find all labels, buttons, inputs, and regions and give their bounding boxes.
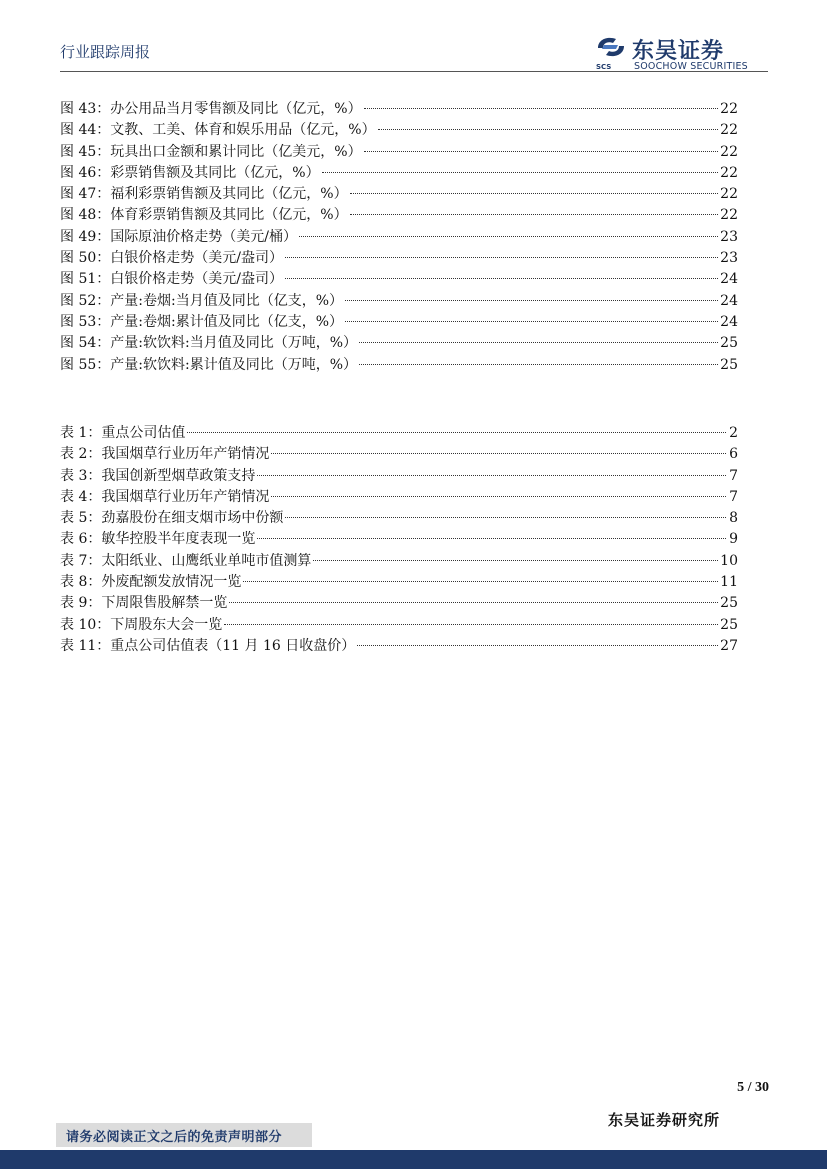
toc-entry-label: 表 2：我国烟草行业历年产销情况 — [60, 446, 270, 463]
dot-leader — [224, 624, 718, 625]
table-toc-entry[interactable] — [60, 466, 738, 487]
toc-entry-page: 7 — [729, 488, 738, 505]
dot-leader — [364, 151, 719, 152]
dot-leader — [322, 172, 719, 173]
toc-entry-label: 表 1：重点公司估值 — [60, 425, 186, 441]
table-toc-entry[interactable] — [60, 444, 738, 465]
toc-entry-label: 表 6：敏华控股半年度表现一览 — [60, 531, 256, 548]
page-number: 5 / 30 — [737, 1080, 769, 1095]
scs-logo-icon — [594, 34, 628, 64]
toc-entry-page: 22 — [720, 143, 738, 160]
toc-entry-label: 图 55：产量:软饮料:累计值及同比（万吨，%） — [60, 356, 357, 373]
table-toc-entry[interactable] — [60, 572, 738, 593]
toc-entry-label: 图 51：白银价格走势（美元/盎司） — [60, 271, 283, 288]
toc-entry-label: 表 8：外废配额发放情况一览 — [60, 574, 242, 591]
dot-leader — [187, 432, 726, 433]
figure-toc-entry[interactable] — [60, 312, 738, 333]
figure-toc-entry[interactable] — [60, 291, 738, 312]
table-toc-entry[interactable] — [60, 593, 738, 614]
toc-entry-page: 25 — [720, 616, 738, 633]
toc-entry-page: 24 — [720, 292, 738, 309]
figure-toc-entry[interactable] — [60, 120, 738, 141]
toc-entry-page: 2 — [729, 425, 738, 441]
figure-toc-entry[interactable] — [60, 184, 738, 205]
toc-entry-label: 图 43：办公用品当月零售额及同比（亿元，%） — [60, 101, 362, 117]
logo-chinese-name: 东吴证券 — [632, 39, 725, 64]
dot-leader — [357, 645, 718, 646]
toc-entry-page: 24 — [720, 271, 738, 288]
footer-bar — [0, 1150, 827, 1169]
toc-entry-page: 11 — [720, 574, 738, 591]
toc-entry-label: 表 10：下周股东大会一览 — [60, 616, 223, 633]
table-toc-entry[interactable] — [60, 423, 738, 444]
toc-entry-label: 图 45：玩具出口金额和累计同比（亿美元，%） — [60, 143, 362, 160]
dot-leader — [345, 321, 718, 322]
dot-leader — [285, 257, 718, 258]
toc-entry-page: 25 — [720, 356, 738, 373]
dot-leader — [271, 453, 726, 454]
footer-company-name: 东吴证券研究所 — [608, 1111, 721, 1129]
toc-entry-page: 6 — [729, 446, 738, 463]
toc-entry-page: 22 — [720, 207, 738, 224]
figure-list — [60, 99, 738, 376]
dot-leader — [243, 581, 718, 582]
toc-entry-page: 23 — [720, 228, 738, 245]
figure-toc-entry[interactable] — [60, 99, 738, 120]
table-list — [60, 423, 738, 657]
dot-leader — [257, 538, 726, 539]
dot-leader — [359, 342, 718, 343]
toc-entry-page: 25 — [720, 335, 738, 352]
dot-leader — [350, 193, 719, 194]
dot-leader — [229, 602, 718, 603]
toc-entry-label: 图 47：福利彩票销售额及其同比（亿元，%） — [60, 186, 348, 203]
toc-entry-page: 9 — [729, 531, 738, 548]
toc-entry-label: 图 49：国际原油价格走势（美元/桶） — [60, 228, 297, 245]
toc-entry-page: 25 — [720, 595, 738, 612]
disclaimer-text: 请务必阅读正文之后的免责声明部分 — [66, 1130, 283, 1145]
toc-entry-label: 表 9：下周限售股解禁一览 — [60, 595, 228, 612]
logo-english-name: SOOCHOW SECURITIES — [634, 61, 748, 72]
figure-toc-entry[interactable] — [60, 142, 738, 163]
dot-leader — [378, 129, 719, 130]
table-toc-entry[interactable] — [60, 487, 738, 508]
toc-entry-page: 22 — [720, 122, 738, 139]
toc-entry-page: 23 — [720, 250, 738, 267]
toc-entry-label: 图 54：产量:软饮料:当月值及同比（万吨，%） — [60, 335, 357, 352]
toc-entry-page: 7 — [729, 467, 738, 484]
company-logo — [594, 34, 774, 74]
dot-leader — [285, 517, 726, 518]
toc-entry-label: 表 5：劲嘉股份在细支烟市场中份额 — [60, 510, 284, 527]
toc-entry-label: 图 50：白银价格走势（美元/盎司） — [60, 250, 283, 267]
table-toc-entry[interactable] — [60, 636, 738, 657]
dot-leader — [271, 496, 726, 497]
toc-entry-page: 22 — [720, 164, 738, 181]
report-type-title: 行业跟踪周报 — [60, 43, 151, 61]
toc-entry-page: 22 — [720, 186, 738, 203]
toc-entry-label: 图 52：产量:卷烟:当月值及同比（亿支，%） — [60, 292, 343, 309]
table-toc-entry[interactable] — [60, 615, 738, 636]
figure-toc-entry[interactable] — [60, 355, 738, 376]
figure-toc-entry[interactable] — [60, 227, 738, 248]
figure-toc-entry[interactable] — [60, 333, 738, 354]
toc-entry-label: 图 46：彩票销售额及其同比（亿元，%） — [60, 164, 320, 181]
toc-entry-page: 24 — [720, 313, 738, 330]
dot-leader — [359, 364, 718, 365]
toc-entry-label: 图 53：产量:卷烟:累计值及同比（亿支，%） — [60, 313, 343, 330]
figure-toc-entry[interactable] — [60, 163, 738, 184]
dot-leader — [257, 475, 726, 476]
table-toc-entry[interactable] — [60, 551, 738, 572]
dot-leader — [350, 214, 719, 215]
logo-mark-text: SCS — [596, 63, 612, 71]
toc-entry-label: 表 4：我国烟草行业历年产销情况 — [60, 488, 270, 505]
dot-leader — [345, 300, 718, 301]
table-toc-entry[interactable] — [60, 508, 738, 529]
toc-entry-page: 22 — [720, 101, 738, 117]
dot-leader — [313, 560, 718, 561]
toc-entry-label: 表 7：太阳纸业、山鹰纸业单吨市值测算 — [60, 552, 312, 569]
toc-entry-label: 图 44：文教、工美、体育和娱乐用品（亿元，%） — [60, 122, 376, 139]
figure-toc-entry[interactable] — [60, 269, 738, 290]
toc-entry-label: 表 11：重点公司估值表（11 月 16 日收盘价） — [60, 637, 356, 654]
figure-toc-entry[interactable] — [60, 248, 738, 269]
toc-entry-label: 图 48：体育彩票销售额及其同比（亿元，%） — [60, 207, 348, 224]
dot-leader — [285, 278, 718, 279]
toc-entry-page: 27 — [720, 637, 738, 654]
figure-toc-entry[interactable] — [60, 205, 738, 226]
disclaimer-banner — [56, 1123, 312, 1147]
dot-leader — [364, 108, 719, 109]
toc-entry-label: 表 3：我国创新型烟草政策支持 — [60, 467, 256, 484]
dot-leader — [299, 236, 718, 237]
table-toc-entry[interactable] — [60, 529, 738, 550]
toc-entry-page: 8 — [729, 510, 738, 527]
toc-entry-page: 10 — [720, 552, 738, 569]
header-divider — [60, 71, 768, 72]
